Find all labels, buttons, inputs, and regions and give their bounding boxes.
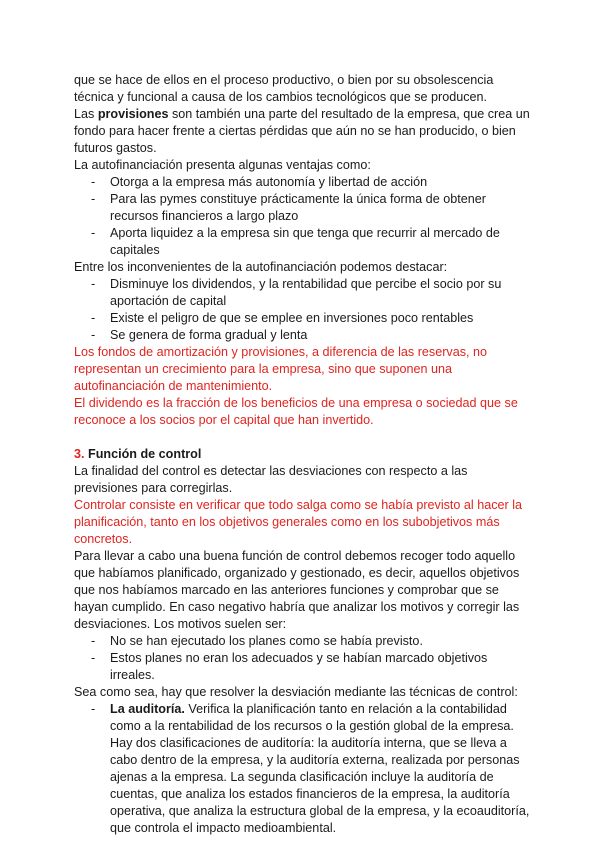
list-item: - Estos planes no eran los adecuados y se habían marcado objetivos irreales.: [74, 650, 534, 684]
spacer: [74, 429, 534, 446]
list-item: - Se genera de forma gradual y lenta: [74, 327, 534, 344]
provisions-pre: Las: [74, 107, 98, 121]
document-page: [74, 72, 534, 837]
audit-detail: Hay dos clasificaciones de auditoría: la auditoría interna, que se lleva a cabo dentro de la empresa, y la auditoría externa, realizada por personas ajenas a la empresa. La segunda clasificación incluye la auditoría de cuentas, que analiza los estados financieros de la empresa, la auditoría operativa, que analiza la estructura global de la empresa, y la ecoauditoría, que controla el impacto medioambiental.: [110, 736, 530, 835]
list-item: - No se han ejecutado los planes como se había previsto.: [74, 633, 534, 650]
advantages-list: [74, 174, 534, 259]
section-number: 3.: [74, 447, 85, 461]
section-title: Función de control: [84, 447, 202, 461]
paragraph-amortization-end: que se hace de ellos en el proceso productivo, o bien por su obsolescencia técnica y funcional a causa de los cambios tecnológicos que se producen.: [74, 73, 494, 104]
audit-text: Verifica la planificación tanto en relación a la contabilidad como a la rentabilidad de los recursos o la gestión global de la empresa.: [110, 702, 514, 733]
advantages-intro: La autofinanciación presenta algunas ventajas como:: [74, 158, 371, 172]
disadvantages-intro: Entre los inconvenientes de la autofinanciación podemos destacar:: [74, 260, 448, 274]
note-control-definition: Controlar consiste en verificar que todo salga como se había previsto al hacer la planificación, tanto en los objetivos generales como en los subobjetivos más concretos.: [74, 498, 523, 546]
provisions-term: provisiones: [97, 107, 169, 121]
disadvantages-list: [74, 276, 534, 344]
paragraph-control-techniques: Sea como sea, hay que resolver la desviación mediante las técnicas de control:: [74, 685, 518, 699]
audit-term: La auditoría.: [110, 702, 185, 716]
techniques-list: [74, 701, 534, 837]
list-item: - Disminuye los dividendos, y la rentabilidad que percibe el socio por su aportación de capital: [74, 276, 534, 310]
list-item: - Aporta liquidez a la empresa sin que tenga que recurrir al mercado de capitales: [74, 225, 534, 259]
note-amortization-funds: Los fondos de amortización y provisiones, a diferencia de las reservas, no representan un crecimiento para la empresa, sino que suponen una autofinanciación de mantenimiento.: [74, 345, 488, 393]
note-dividend: El dividendo es la fracción de los beneficios de una empresa o sociedad que se reconoce a los socios por el capital que han invertido.: [74, 396, 518, 427]
provisions-post: son también una parte del resultado de la empresa, que crea un fondo para hacer frente a ciertas pérdidas que aún no se han producido, o bien futuros gastos.: [74, 107, 530, 155]
list-item: - Existe el peligro de que se emplee en inversiones poco rentables: [74, 310, 534, 327]
list-item: - Otorga a la empresa más autonomía y libertad de acción: [74, 174, 534, 191]
list-item: - Para las pymes constituye prácticamente la única forma de obtener recursos financieros a largo plazo: [74, 191, 534, 225]
motives-list: [74, 633, 534, 684]
section-heading: [74, 446, 534, 463]
paragraph-provisions: [74, 106, 534, 157]
paragraph-control-process: Para llevar a cabo una buena función de control debemos recoger todo aquello que habíamos planificado, organizado y gestionado, es decir, aquellos objetivos que nos habíamos marcado en las anteriores funciones y comprobar que se hayan cumplido. En caso negativo habría que analizar los motivos y corregir las desviaciones. Los motivos suelen ser:: [74, 549, 520, 631]
paragraph-control-purpose: La finalidad del control es detectar las desviaciones con respecto a las previsiones para corregirlas.: [74, 464, 468, 495]
list-item-audit: [74, 701, 534, 837]
